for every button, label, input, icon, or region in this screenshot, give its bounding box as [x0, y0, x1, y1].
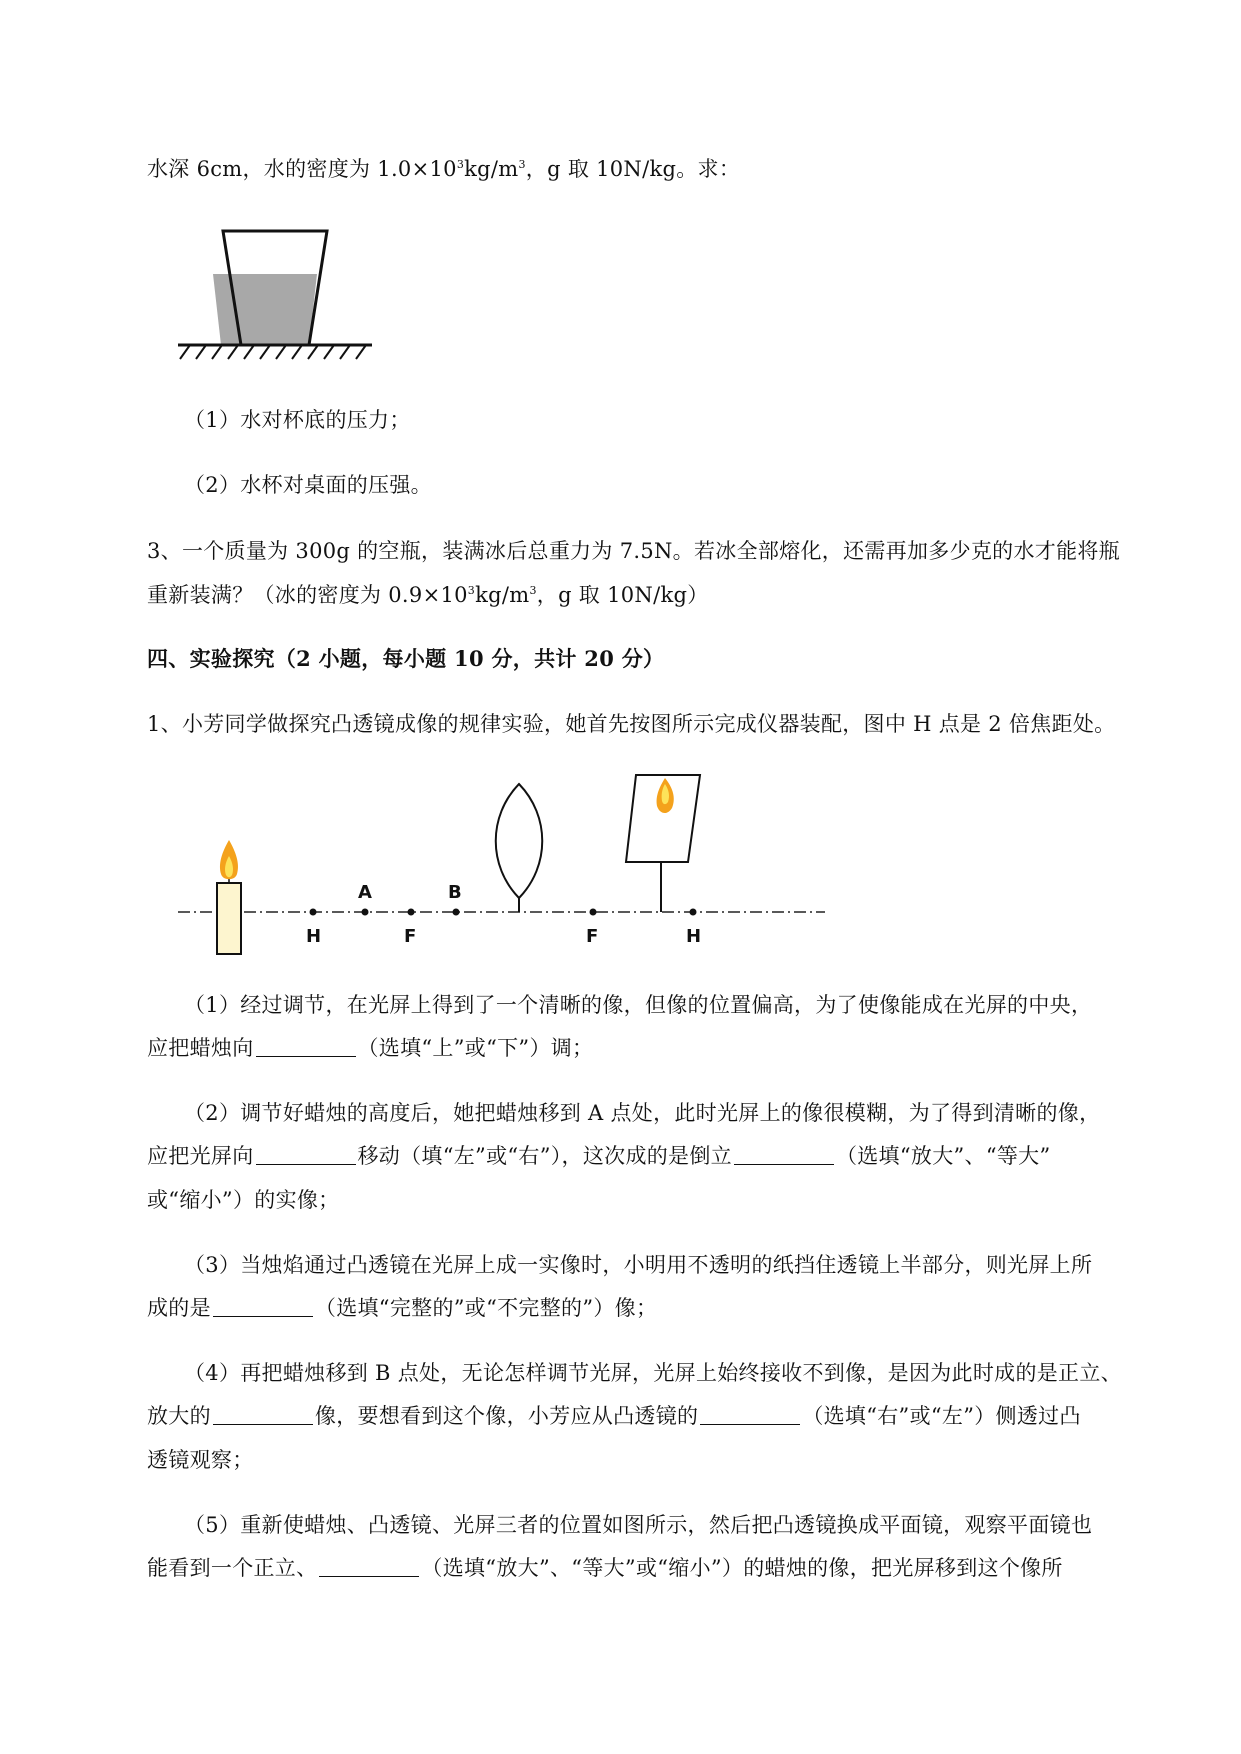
answer-blank[interactable] — [256, 1036, 356, 1057]
text-segment: （1）经过调节，在光屏上得到了一个清晰的像，但像的位置偏高，为了使像能成在光屏的中央， — [184, 993, 1093, 1017]
text-segment: （选填“右”或“左”）侧透过凸 — [802, 1404, 1081, 1428]
text-segment: kg/m — [475, 583, 530, 607]
question-part-1 — [184, 405, 411, 435]
subquestion-4-line-3 — [147, 1445, 254, 1475]
text-segment: （4）再把蜡烛移到 B 点处，无论怎样调节光屏，光屏上始终接收不到像，是因为此时成的是正立、 — [184, 1361, 1122, 1385]
label-h-left: H — [306, 926, 322, 947]
text-segment: 应把蜡烛向 — [147, 1036, 254, 1060]
subquestion-3-line-2 — [147, 1293, 657, 1323]
text-segment: 3、一个质量为 300g 的空瓶，装满冰后总重力为 7.5N。若冰全部熔化，还需再加多少克的水才能将瓶 — [147, 539, 1120, 563]
label-f-right: F — [586, 926, 599, 947]
text-segment: 像，要想看到这个像，小芳应从凸透镜的 — [314, 1404, 699, 1428]
answer-blank[interactable] — [319, 1556, 419, 1577]
candle-body — [217, 883, 241, 954]
subquestion-5-line-2 — [147, 1553, 1063, 1583]
text-segment: （3）当烛焰通过凸透镜在光屏上成一实像时，小明用不透明的纸挡住透镜上半部分，则光屏上所 — [184, 1253, 1093, 1277]
subquestion-2-line-2 — [147, 1141, 1051, 1171]
text-segment: （5）重新使蜡烛、凸透镜、光屏三者的位置如图所示，然后把凸透镜换成平面镜，观察平面镜也 — [184, 1513, 1093, 1537]
text-segment: 透镜观察； — [147, 1448, 254, 1472]
text-segment: 或“缩小”）的实像； — [147, 1188, 340, 1212]
text-segment: 重新装满？（冰的密度为 0.9×10 — [147, 583, 468, 607]
text-segment: （选填“上”或“下”）调； — [357, 1036, 594, 1060]
convex-lens — [496, 784, 543, 898]
text-segment: 水深 6cm，水的密度为 1.0×10 — [147, 157, 457, 181]
subquestion-1-line-2 — [147, 1033, 593, 1063]
question-part-2 — [184, 470, 432, 500]
text-segment: kg/m — [464, 157, 519, 181]
question-3-line-2 — [147, 580, 709, 610]
label-a: A — [358, 882, 372, 903]
text-segment: 1、小芳同学做探究凸透镜成像的规律实验，她首先按图所示完成仪器装配，图中 H 点是 2 倍焦距处。 — [147, 712, 1116, 736]
subquestion-2-line-3 — [147, 1185, 339, 1215]
text-segment: （2）调节好蜡烛的高度后，她把蜡烛移到 A 点处，此时光屏上的像很模糊，为了得到清晰的像， — [184, 1101, 1101, 1125]
text-segment: 应把光屏向 — [147, 1144, 254, 1168]
question-3-line-1 — [147, 536, 1120, 566]
answer-blank[interactable] — [700, 1404, 800, 1425]
label-b: B — [448, 882, 462, 903]
water-cup-figure — [170, 225, 380, 365]
superscript: 3 — [529, 584, 537, 597]
text-segment: （选填“放大”、“等大” — [835, 1144, 1051, 1168]
answer-blank[interactable] — [734, 1144, 834, 1165]
text-segment: ，g 取 10N/kg） — [536, 583, 709, 607]
text-segment: 放大的 — [147, 1404, 211, 1428]
water-fill — [213, 274, 317, 345]
answer-blank[interactable] — [213, 1296, 313, 1317]
subquestion-4-line-1 — [184, 1358, 1122, 1388]
text-segment: 能看到一个正立、 — [147, 1556, 318, 1580]
problem-text-line — [147, 154, 740, 184]
text-segment: 四、实验探究（2 小题，每小题 10 分，共计 20 分） — [147, 646, 665, 671]
optical-bench-figure — [170, 760, 840, 960]
label-f-left: F — [404, 926, 417, 947]
text-segment: （2）水杯对桌面的压强。 — [184, 473, 432, 497]
superscript: 3 — [518, 158, 526, 171]
experiment-1-intro — [147, 709, 1115, 739]
section-heading — [147, 644, 664, 674]
subquestion-1-line-1 — [184, 990, 1092, 1020]
superscript: 3 — [467, 584, 476, 597]
text-segment: （1）水对杯底的压力； — [184, 408, 411, 432]
ground-hatching — [180, 345, 366, 359]
answer-blank[interactable] — [256, 1144, 356, 1165]
text-segment: （选填“放大”、“等大”或“缩小”）的蜡烛的像，把光屏移到这个像所 — [421, 1556, 1063, 1580]
subquestion-2-line-1 — [184, 1098, 1100, 1128]
label-h-right: H — [686, 926, 702, 947]
answer-blank[interactable] — [213, 1404, 313, 1425]
subquestion-4-line-2 — [147, 1401, 1081, 1431]
subquestion-3-line-1 — [184, 1250, 1092, 1280]
text-segment: 成的是 — [147, 1296, 211, 1320]
text-segment: （选填“完整的”或“不完整的”）像； — [314, 1296, 658, 1320]
text-segment: ，g 取 10N/kg。求： — [525, 157, 741, 181]
subquestion-5-line-1 — [184, 1510, 1092, 1540]
superscript: 3 — [456, 158, 465, 171]
text-segment: 移动（填“左”或“右”），这次成的是倒立 — [357, 1144, 732, 1168]
